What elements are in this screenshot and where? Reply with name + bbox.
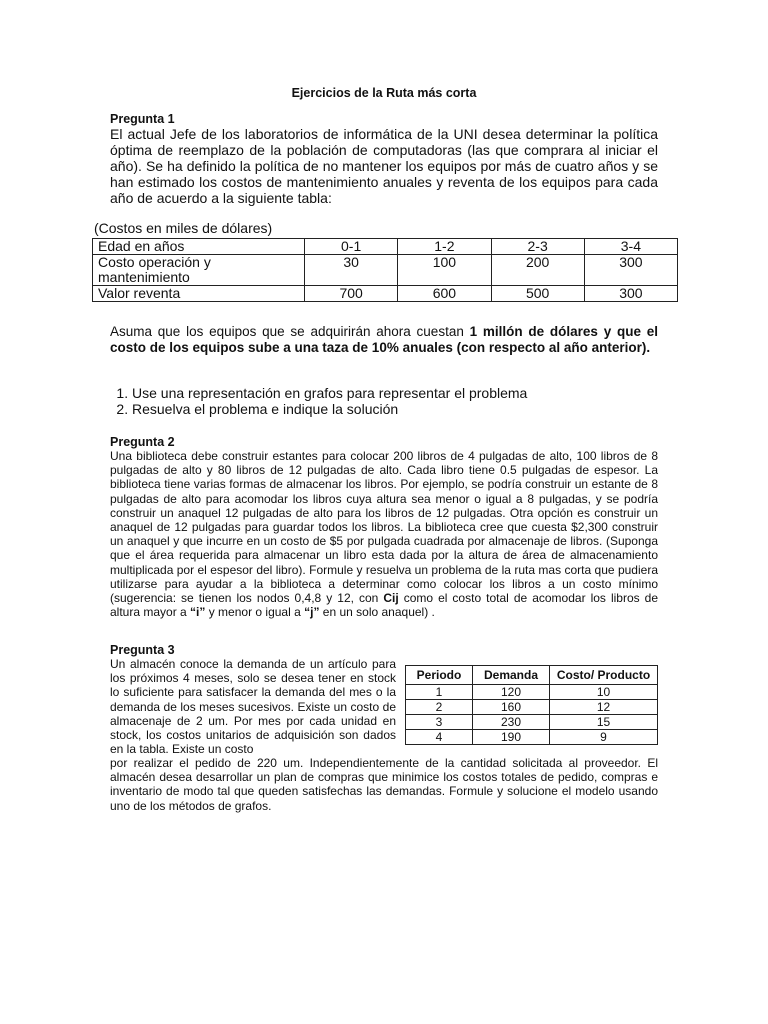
- cost-cell: 15: [550, 715, 658, 730]
- column-header: Costo/ Producto: [550, 666, 658, 685]
- cost-table-caption: (Costos en miles de dólares): [94, 220, 273, 236]
- cost-cell: 10: [550, 685, 658, 700]
- header-label: Edad en años: [93, 239, 305, 255]
- column-header: Periodo: [406, 666, 473, 685]
- table-row: [93, 286, 678, 302]
- resale-cell: 500: [491, 286, 584, 302]
- question-1-intro: El actual Jefe de los laboratorios de informática de la UNI desea determinar la política óptima de reemplazo de la población de computadoras (las que comprara al iniciar el año). Se ha definido la política de no mantener los equipos por más de cuatro años y se han estimado los costos de mantenimiento anuales y reventa de los equipos para cada año de acuerdo a la siguiente tabla:: [110, 126, 658, 206]
- resale-cell: 700: [305, 286, 398, 302]
- period-cell: 2: [406, 700, 473, 715]
- cost-cell: 300: [584, 255, 677, 286]
- cost-cell: 200: [491, 255, 584, 286]
- question-2-text: Una biblioteca debe construir estantes para colocar 200 libros de 4 pulgadas de alto, 100 libros de 8 pulgadas de alto y 80 libros de 12 pulgadas de alto. Cada libro tiene 0.5 pulgadas de espesor. La biblioteca tiene varias formas de almacenar los libros. Por ejemplo, se podría construir un estante de 8 pulgadas de alto para acomodar los libros cuya altura sea menor o igual a 8 pulgadas, y se podría construir un anaquel 12 pulgadas de alto para los libros de 12 pulgadas. Otra opción es construir un anaquel de 12 pulgadas para guardar todos los libros. La biblioteca cree que cuesta $2,300 construir un anaquel y que incurre en un costo de $5 por pulgada cuadrada por almacenaje de libros. (Suponga que el área requerida para almacenar un libro esta dada por la altura de área de almacenamiento multiplicada por el espesor del libro). Formule y resuelva un problema de la ruta mas corta que pudiera utilizarse para ayudar a la biblioteca a determinar como colocar los libros a un costo mínimo (sugerencia: se tienen los nodos 0,4,8 y 12, con Cij como el costo total de acomodar los libros de altura mayor a “i” y menor o igual a “j” en un solo anaquel) .: [110, 449, 658, 620]
- table-row: [406, 715, 658, 730]
- resale-cell: 300: [584, 286, 677, 302]
- question-1-assumption: Asuma que los equipos que se adquirirán ahora cuestan 1 millón de dólares y que el costo de los equipos sube a una taza de 10% anuales (con respecto al año anterior).: [110, 324, 658, 355]
- question-1-heading: Pregunta 1: [110, 112, 175, 126]
- cost-cell: 9: [550, 730, 658, 745]
- demand-cell: 190: [473, 730, 550, 745]
- resale-label: Valor reventa: [93, 286, 305, 302]
- list-item: 1. Use una representación en grafos para representar el problema: [132, 385, 672, 401]
- column-header: Demanda: [473, 666, 550, 685]
- question-1-tasks: [110, 385, 672, 417]
- demand-cell: 160: [473, 700, 550, 715]
- label-line: Costo operación y: [98, 254, 211, 270]
- table-row: [93, 239, 678, 255]
- table-row: [406, 700, 658, 715]
- period-cell: 4: [406, 730, 473, 745]
- table-row: [406, 730, 658, 745]
- resale-cell: 600: [398, 286, 491, 302]
- age-cell: 3-4: [584, 239, 677, 255]
- period-cell: 1: [406, 685, 473, 700]
- cost-cell: 30: [305, 255, 398, 286]
- question-3-text-full: por realizar el pedido de 220 um. Independientemente de la cantidad solicitada al proveedor. El almacén desea desarrollar un plan de compras que minimice los costos totales de pedido, compras e inventario de modo tal que queden satisfechas las demandas. Formule y solucione el modelo usando uno de los métodos de grafos.: [110, 756, 658, 813]
- table-row: [93, 255, 678, 286]
- demand-cell: 120: [473, 685, 550, 700]
- demand-table: [405, 665, 658, 745]
- demand-cell: 230: [473, 715, 550, 730]
- question-3-text-left: Un almacén conoce la demanda de un artículo para los próximos 4 meses, solo se desea tener en stock lo suficiente para satisfacer la demanda del mes o la demanda de los meses sucesivos. Existe un costo de almacenaje de 2 um. Por mes por cada unidad en stock, los costos unitarios de adquisición son dados en la tabla. Existe un costo: [110, 657, 396, 757]
- page-title: Ejercicios de la Ruta más corta: [291, 86, 477, 100]
- question-2-heading: Pregunta 2: [110, 435, 175, 449]
- cost-cell: 100: [398, 255, 491, 286]
- cost-table: [92, 238, 678, 302]
- age-cell: 2-3: [491, 239, 584, 255]
- list-item: 2. Resuelva el problema e indique la solución: [132, 401, 672, 417]
- operation-cost-label: [93, 255, 305, 286]
- period-cell: 3: [406, 715, 473, 730]
- age-cell: 1-2: [398, 239, 491, 255]
- age-cell: 0-1: [305, 239, 398, 255]
- table-row: [406, 685, 658, 700]
- cost-cell: 12: [550, 700, 658, 715]
- question-3-heading: Pregunta 3: [110, 643, 175, 657]
- table-row: [406, 666, 658, 685]
- label-line: mantenimiento: [98, 269, 190, 285]
